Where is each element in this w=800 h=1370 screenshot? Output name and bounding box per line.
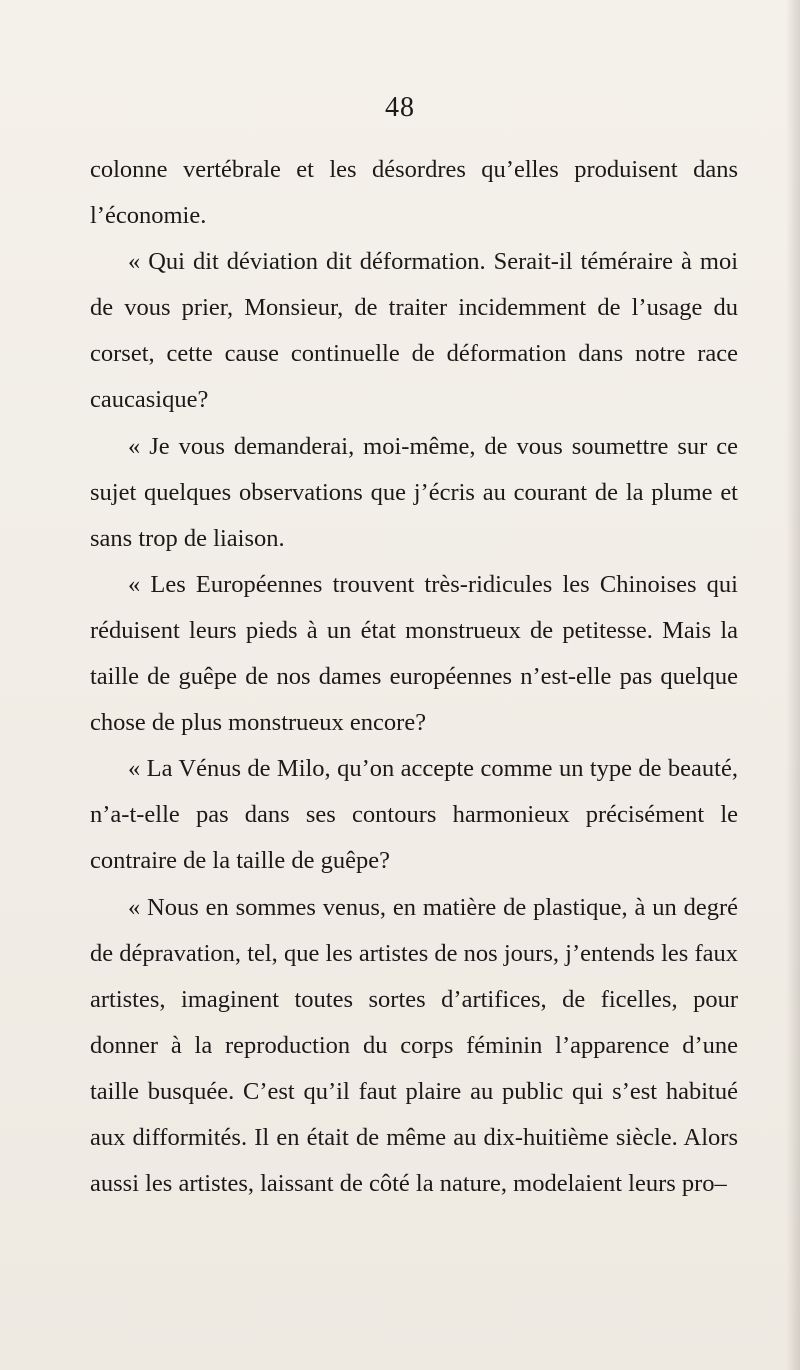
body-text (90, 147, 738, 1207)
paragraph: « Qui dit déviation dit déformation. Serait-il téméraire à moi de vous prier, Monsieur, de traiter incidemment de l’usage du corset, cette cause continuelle de déformation dans notre race caucasique? (90, 248, 738, 414)
paragraph: « Je vous demanderai, moi-même, de vous soumettre sur ce sujet quelques observations que j’écris au courant de la plume et sans trop de liaison. (90, 432, 738, 552)
paragraph-continuation: colonne vertébrale et les désordres qu’elles produisent dans l’économie. (90, 156, 738, 230)
page-number: 48 (385, 92, 415, 123)
paragraph: « Nous en sommes venus, en matière de plastique, à un degré de dépravation, tel, que les artistes de nos jours, j’entends les faux artistes, imaginent toutes sortes d’artifices, de ficelles, pour donner à la reproduction du corps féminin l’apparence d’une taille busquée. C’est qu’il faut plaire au public qui s’est habitué aux difformités. Il en était de même au dix-huitième siècle. Alors aussi les artistes, laissant de côté la nature, modelaient leurs pro– (90, 893, 738, 1198)
paragraph: « La Vénus de Milo, qu’on accepte comme un type de beauté, n’a-t-elle pas dans ses contours harmonieux précisément le contraire de la taille de guêpe? (90, 755, 738, 875)
paragraph: « Les Européennes trouvent très-ridicules les Chinoises qui réduisent leurs pieds à un état monstrueux de petitesse. Mais la taille de guêpe de nos dames européennes n’est-elle pas quelque chose de plus monstrueux encore? (90, 570, 738, 737)
page-edge-shadow (786, 0, 800, 1370)
